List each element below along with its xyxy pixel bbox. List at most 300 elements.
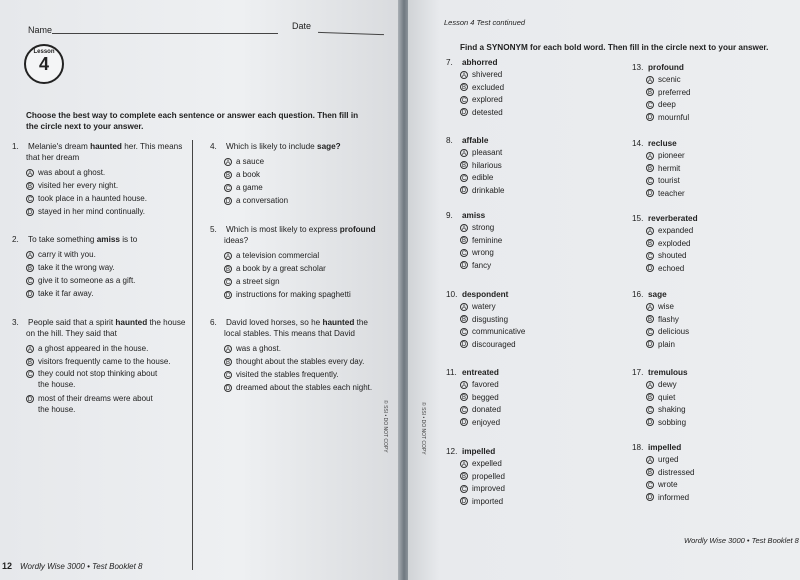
bold-word: profound	[648, 63, 684, 72]
answer-option[interactable]	[460, 160, 606, 173]
answer-bubble[interactable]: D	[647, 342, 653, 349]
answer-option[interactable]	[646, 112, 792, 125]
option-text: distressed	[658, 467, 695, 477]
bold-word: haunted	[322, 318, 355, 327]
option-text: a television commercial	[236, 251, 320, 260]
option-text: quiet	[658, 392, 676, 402]
answer-bubble[interactable]: C	[647, 253, 653, 260]
option-text: a book	[236, 170, 261, 179]
stem-text: is to	[119, 235, 138, 244]
bold-word: haunted	[90, 142, 122, 151]
answer-option[interactable]	[26, 287, 190, 300]
answer-bubble[interactable]: B	[225, 172, 230, 179]
answer-option[interactable]	[26, 274, 190, 287]
synonym-question	[632, 442, 792, 504]
option-text: urged	[658, 455, 679, 464]
answer-option[interactable]	[224, 275, 390, 288]
answer-bubble[interactable]: B	[461, 317, 466, 324]
option-text: wise	[658, 302, 675, 311]
answer-option[interactable]	[646, 404, 792, 417]
option-text: give it to someone as a gift.	[38, 276, 136, 285]
answer-bubble[interactable]: A	[225, 159, 230, 166]
question-number: 11.	[446, 368, 457, 377]
answer-bubble[interactable]: B	[225, 359, 230, 366]
question-number: 8.	[446, 136, 453, 145]
answer-bubble[interactable]: B	[647, 395, 652, 402]
footer-title: Wordly Wise 3000 • Test Booklet 8	[20, 562, 143, 571]
bold-word: abhorred	[462, 58, 498, 67]
question-number: 3.	[12, 318, 19, 327]
name-label: Name	[28, 25, 53, 35]
answer-bubble[interactable]: C	[27, 371, 33, 378]
answer-bubble[interactable]: C	[647, 329, 653, 336]
answer-bubble[interactable]: C	[461, 175, 467, 182]
answer-bubble[interactable]: D	[647, 266, 653, 273]
option-text-continued: the house.	[38, 380, 76, 389]
answer-bubble[interactable]: A	[461, 72, 466, 79]
answer-option[interactable]	[26, 342, 190, 355]
question-number: 10.	[446, 290, 458, 299]
option-text: stayed in her mind continually.	[38, 207, 146, 216]
answer-bubble[interactable]: B	[461, 238, 466, 245]
answer-option[interactable]	[646, 163, 792, 176]
option-text: most of their dreams were about	[38, 394, 153, 403]
bold-word: amiss	[462, 211, 486, 220]
synonym-question	[446, 210, 606, 272]
answer-option[interactable]	[646, 314, 792, 327]
answer-bubble[interactable]: D	[225, 385, 231, 392]
bold-word: affable	[462, 136, 489, 145]
stem-text: on the hill. They said that	[26, 329, 117, 338]
answer-option[interactable]	[224, 288, 390, 301]
column-divider	[192, 140, 193, 570]
answer-option[interactable]	[26, 261, 190, 274]
answer-bubble[interactable]: A	[27, 170, 32, 177]
answer-option[interactable]	[646, 339, 792, 352]
answer-bubble[interactable]: A	[461, 382, 466, 389]
bold-word: impelled	[462, 447, 496, 456]
option-text: enjoyed	[472, 417, 501, 427]
stem-text: the	[354, 318, 368, 327]
answer-option[interactable]	[26, 205, 190, 218]
stem-text: People said that a spirit	[28, 318, 116, 327]
option-text: hermit	[658, 163, 681, 173]
stem-text: that her dream	[26, 153, 80, 162]
question-6	[210, 317, 390, 394]
question-4	[210, 141, 390, 207]
answer-bubble[interactable]: C	[27, 278, 33, 285]
option-text-continued: the house.	[38, 405, 76, 414]
answer-option[interactable]	[460, 82, 606, 95]
synonym-question	[632, 213, 792, 275]
synonym-question	[446, 446, 606, 508]
stem-text: her. This means	[121, 142, 183, 151]
question-number: 7.	[446, 58, 453, 67]
answer-option[interactable]	[460, 235, 606, 248]
option-text: dewy	[658, 380, 677, 389]
answer-bubble[interactable]: B	[647, 90, 652, 97]
answer-option[interactable]	[26, 355, 190, 368]
option-text: improved	[472, 484, 505, 493]
synonym-question	[632, 367, 792, 429]
bold-word: profound	[339, 225, 376, 234]
option-text: expanded	[658, 226, 694, 235]
copyright-note: © SSI • DO NOT COPY	[420, 402, 426, 455]
option-text: imported	[472, 496, 504, 506]
answer-option[interactable]	[646, 379, 792, 392]
answer-bubble[interactable]: B	[461, 85, 466, 92]
option-text: wrong	[472, 248, 494, 257]
answer-bubble[interactable]: D	[461, 342, 467, 349]
question-number: 5.	[210, 225, 217, 234]
answer-bubble[interactable]: A	[647, 77, 652, 84]
answer-bubble[interactable]: D	[225, 198, 231, 205]
answer-option[interactable]	[460, 94, 606, 107]
answer-option[interactable]	[646, 326, 792, 339]
option-text: sobbing	[658, 417, 687, 427]
synonym-question	[632, 138, 792, 200]
option-text: visitors frequently came to the house.	[38, 357, 171, 366]
stem-text: the house	[147, 318, 186, 327]
answer-bubble[interactable]: B	[647, 317, 652, 324]
lesson-badge	[24, 44, 64, 84]
option-text: strong	[472, 223, 495, 232]
answer-option[interactable]	[646, 87, 792, 100]
answer-bubble[interactable]: A	[647, 228, 652, 235]
option-text: tourist	[658, 176, 680, 185]
answer-option[interactable]	[646, 188, 792, 201]
option-text: fancy	[472, 260, 492, 270]
answer-option[interactable]	[460, 301, 606, 314]
question-number: 16.	[632, 290, 644, 299]
answer-option[interactable]	[646, 492, 792, 505]
answer-bubble[interactable]: D	[647, 191, 653, 198]
bold-word: haunted	[115, 318, 148, 327]
stem-text: David loved horses, so he	[226, 318, 323, 327]
answer-option[interactable]	[224, 168, 390, 181]
option-text: wrote	[658, 480, 678, 489]
question-number: 17.	[632, 368, 644, 377]
option-text: pioneer	[658, 151, 685, 160]
answer-option[interactable]	[224, 368, 390, 381]
page-header: Lesson 4 Test continued	[444, 18, 526, 27]
question-number: 14.	[632, 139, 644, 148]
answer-bubble[interactable]: C	[27, 196, 33, 203]
answer-option[interactable]	[646, 175, 792, 188]
question-2	[12, 234, 190, 300]
answer-option[interactable]	[460, 392, 606, 405]
answer-option[interactable]	[646, 454, 792, 467]
option-text: flashy	[658, 314, 679, 324]
answer-bubble[interactable]: D	[27, 209, 33, 216]
copyright-note: © SSI • DO NOT COPY	[382, 400, 388, 453]
option-text: plain	[658, 339, 675, 349]
answer-bubble[interactable]: A	[647, 382, 652, 389]
answer-bubble[interactable]: B	[225, 266, 230, 273]
answer-bubble[interactable]: A	[225, 253, 230, 260]
answer-option[interactable]	[646, 392, 792, 405]
answer-bubble[interactable]: C	[461, 97, 467, 104]
answer-bubble[interactable]: A	[27, 252, 32, 259]
answer-bubble[interactable]: A	[647, 457, 652, 464]
answer-bubble[interactable]: C	[461, 486, 467, 493]
answer-bubble[interactable]: B	[461, 474, 466, 481]
option-text: took place in a haunted house.	[38, 194, 147, 203]
answer-bubble[interactable]: D	[647, 495, 653, 502]
answer-option[interactable]	[224, 155, 390, 168]
answer-option[interactable]	[224, 262, 390, 275]
stem-text: Melanie's dream	[28, 142, 91, 151]
answer-option[interactable]	[224, 381, 390, 394]
synonym-question	[446, 135, 606, 197]
option-text: pleasant	[472, 148, 503, 157]
answer-bubble[interactable]: C	[647, 482, 653, 489]
answer-bubble[interactable]: B	[461, 163, 466, 170]
answer-bubble[interactable]: A	[461, 225, 466, 232]
question-number: 13.	[632, 63, 644, 72]
stem-text: Which is most likely to express	[226, 225, 340, 234]
answer-option[interactable]	[224, 342, 390, 355]
answer-option[interactable]	[26, 393, 190, 404]
answer-bubble[interactable]: B	[647, 166, 652, 173]
answer-option[interactable]	[460, 379, 606, 392]
answer-option[interactable]	[646, 238, 792, 251]
option-text: they could not stop thinking about	[38, 369, 158, 378]
question-number: 6.	[210, 318, 217, 327]
name-line[interactable]	[52, 33, 278, 34]
answer-bubble[interactable]: A	[461, 304, 466, 311]
lesson-label: Lesson	[33, 49, 55, 55]
option-text: instructions for making spaghetti	[236, 290, 351, 299]
option-text: a ghost appeared in the house.	[38, 344, 149, 353]
option-text: a sauce	[236, 157, 265, 166]
synonym-question	[632, 289, 792, 351]
answer-option[interactable]	[460, 247, 606, 260]
answer-option[interactable]	[646, 74, 792, 87]
answer-option[interactable]	[460, 107, 606, 120]
answer-bubble[interactable]: C	[461, 407, 467, 414]
answer-bubble[interactable]: B	[27, 265, 32, 272]
answer-bubble[interactable]: D	[27, 291, 33, 298]
option-text: take it the wrong way.	[38, 263, 115, 272]
answer-bubble[interactable]: A	[27, 346, 32, 353]
option-text: visited the stables frequently.	[236, 370, 339, 379]
right-page	[408, 0, 800, 580]
question-number: 15.	[632, 214, 644, 223]
option-text: feminine	[472, 235, 503, 245]
option-text: shouted	[658, 251, 687, 260]
answer-bubble[interactable]: A	[225, 346, 230, 353]
synonym-question	[446, 289, 606, 351]
date-line[interactable]	[318, 32, 384, 35]
right-directions: Find a SYNONYM for each bold word. Then fill in the circle next to your answer.	[460, 43, 769, 52]
option-text: shaking	[658, 405, 686, 414]
answer-bubble[interactable]: C	[461, 250, 467, 257]
option-text: teacher	[658, 188, 685, 198]
option-text: deep	[658, 100, 676, 109]
question-number: 18.	[632, 443, 644, 452]
question-3	[12, 317, 190, 415]
answer-bubble[interactable]: D	[647, 420, 653, 427]
bold-word: recluse	[648, 139, 677, 148]
answer-bubble[interactable]: C	[647, 178, 653, 185]
answer-bubble[interactable]: C	[225, 279, 231, 286]
answer-bubble[interactable]: D	[461, 420, 467, 427]
option-text: drinkable	[472, 185, 505, 195]
answer-option[interactable]	[224, 194, 390, 207]
option-text: detested	[472, 107, 503, 117]
synonym-question	[446, 57, 606, 119]
question-number: 12.	[446, 447, 458, 456]
answer-bubble[interactable]: D	[461, 263, 467, 270]
answer-option[interactable]	[460, 458, 606, 471]
option-text: mournful	[658, 112, 690, 122]
answer-bubble[interactable]: C	[225, 185, 231, 192]
option-text: communicative	[472, 327, 526, 336]
bold-word: tremulous	[648, 368, 688, 377]
answer-option[interactable]	[646, 225, 792, 238]
answer-option[interactable]	[26, 248, 190, 261]
answer-option[interactable]	[460, 339, 606, 352]
stem-text: To take something	[28, 235, 97, 244]
option-text: was about a ghost.	[38, 168, 106, 177]
page-number: 12	[2, 561, 13, 571]
option-text: informed	[658, 492, 690, 502]
answer-bubble[interactable]: D	[27, 396, 33, 403]
option-text: take it far away.	[38, 289, 94, 298]
left-directions: Choose the best way to complete each sentence or answer each question. Then fill in the circle next to your answer.	[26, 111, 359, 131]
question-5	[210, 224, 390, 301]
answer-bubble[interactable]: D	[225, 292, 231, 299]
answer-option[interactable]	[460, 222, 606, 235]
option-text: scenic	[658, 75, 681, 84]
option-text: disgusting	[472, 314, 509, 324]
question-number: 2.	[12, 235, 19, 244]
answer-option[interactable]	[646, 263, 792, 276]
bold-word: impelled	[648, 443, 682, 452]
stem-text: local stables. This means that David	[224, 329, 355, 338]
option-text: watery	[472, 302, 496, 311]
answer-bubble[interactable]: A	[461, 150, 466, 157]
option-text: preferred	[658, 87, 691, 97]
option-text: visited her every night.	[38, 181, 119, 190]
option-text: dreamed about the stables each night.	[236, 383, 373, 392]
stem-text: Which is likely to include	[226, 142, 318, 151]
answer-option[interactable]	[26, 179, 190, 192]
date-label: Date	[292, 21, 312, 31]
option-text: donated	[472, 405, 501, 414]
answer-option[interactable]	[460, 185, 606, 198]
answer-bubble[interactable]: B	[647, 470, 652, 477]
bold-word: entreated	[462, 368, 499, 377]
answer-bubble[interactable]: C	[647, 102, 653, 109]
answer-option[interactable]	[460, 147, 606, 160]
answer-option[interactable]	[646, 301, 792, 314]
answer-option[interactable]	[460, 69, 606, 82]
answer-option[interactable]	[646, 250, 792, 263]
answer-option[interactable]	[460, 326, 606, 339]
answer-bubble[interactable]: C	[225, 372, 231, 379]
option-text: favored	[472, 380, 499, 389]
answer-bubble[interactable]: D	[647, 115, 653, 122]
bold-word: reverberated	[648, 214, 698, 223]
answer-option[interactable]	[460, 260, 606, 273]
answer-option[interactable]	[460, 496, 606, 509]
bold-word: sage?	[317, 142, 341, 151]
option-text: propelled	[472, 471, 505, 481]
option-text: delicious	[658, 327, 690, 336]
option-text: echoed	[658, 263, 685, 273]
answer-bubble[interactable]: B	[647, 241, 652, 248]
option-text: hilarious	[472, 160, 502, 170]
option-text: explored	[472, 95, 503, 104]
answer-option[interactable]	[26, 166, 190, 179]
answer-bubble[interactable]: A	[647, 304, 652, 311]
answer-option[interactable]	[646, 467, 792, 480]
stem-text: ideas?	[224, 236, 249, 245]
answer-option[interactable]	[26, 192, 190, 205]
option-text: expelled	[472, 459, 502, 468]
answer-bubble[interactable]: B	[27, 359, 32, 366]
answer-option[interactable]	[646, 479, 792, 492]
answer-bubble[interactable]: C	[461, 329, 467, 336]
answer-option[interactable]	[460, 404, 606, 417]
answer-bubble[interactable]: B	[27, 183, 32, 190]
question-number: 9.	[446, 211, 453, 220]
answer-bubble[interactable]: A	[461, 461, 466, 468]
option-text: carry it with you.	[38, 250, 96, 259]
option-text: was a ghost.	[236, 344, 281, 353]
option-text: discouraged	[472, 339, 516, 349]
lesson-number: 4	[38, 54, 49, 74]
option-text: a street sign	[236, 277, 280, 286]
bold-word: despondent	[462, 290, 509, 299]
question-number: 4.	[210, 142, 217, 151]
option-text: a game	[236, 183, 263, 192]
answer-option[interactable]	[460, 471, 606, 484]
answer-option[interactable]	[646, 417, 792, 430]
answer-option[interactable]	[460, 172, 606, 185]
answer-bubble[interactable]: C	[647, 407, 653, 414]
answer-option[interactable]	[460, 483, 606, 496]
answer-option[interactable]	[460, 314, 606, 327]
answer-bubble[interactable]: D	[461, 110, 467, 117]
option-text: thought about the stables every day.	[236, 357, 365, 366]
answer-bubble[interactable]: B	[461, 395, 466, 402]
question-1	[12, 141, 190, 218]
answer-option[interactable]	[646, 99, 792, 112]
answer-option[interactable]	[460, 417, 606, 430]
bold-word: sage	[648, 290, 667, 299]
option-text: shivered	[472, 70, 503, 79]
option-text: begged	[472, 392, 499, 402]
answer-bubble[interactable]: D	[461, 188, 467, 195]
synonym-question	[446, 367, 606, 429]
answer-option[interactable]	[26, 368, 190, 379]
option-text: a book by a great scholar	[236, 264, 326, 273]
option-text: a conversation	[236, 196, 289, 205]
answer-bubble[interactable]: D	[461, 499, 467, 506]
answer-option[interactable]	[224, 355, 390, 368]
answer-option[interactable]	[224, 181, 390, 194]
synonym-question	[632, 62, 792, 124]
answer-bubble[interactable]: A	[647, 153, 652, 160]
answer-option[interactable]	[224, 249, 390, 262]
answer-option[interactable]	[646, 150, 792, 163]
option-text: edible	[472, 173, 494, 182]
option-text: excluded	[472, 82, 505, 92]
question-number: 1.	[12, 142, 19, 151]
